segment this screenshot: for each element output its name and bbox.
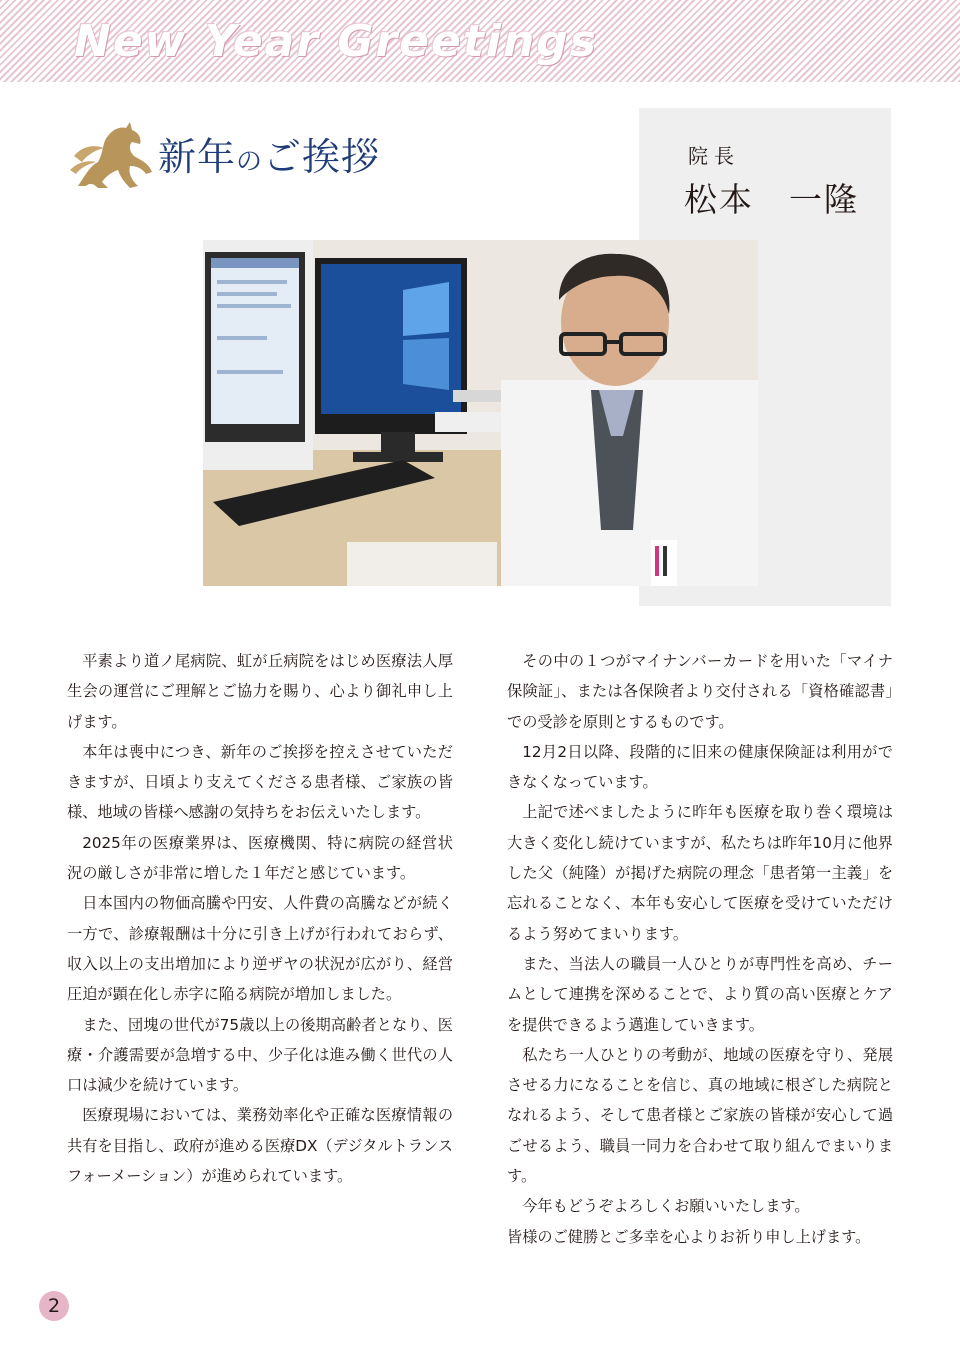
paragraph: 平素より道ノ尾病院、虹が丘病院をはじめ医療法人厚生会の運営にご理解とご協力を賜り、心より御礼申し上げます。 xyxy=(67,652,453,731)
title-part-1: 新年 xyxy=(158,135,237,179)
paragraph: また、団塊の世代が75歳以上の後期高齢者となり、医療・介護需要が急増する中、少子化は進み働く世代の人口は減少を続けています。 xyxy=(67,1015,453,1095)
paragraph: 私たち一人ひとりの考動が、地域の医療を守り、発展させる力になることを信じ、真の地域に根ざした病院となれるよう、そして患者様とご家族の皆様が安心して過ごせるよう、職員一同力を合わせて取り組んでまいります。 xyxy=(507,1045,893,1186)
article-column-right xyxy=(507,646,893,1252)
page-number: 2 xyxy=(39,1291,69,1321)
paragraph: また、当法人の職員一人ひとりが専門性を高め、チームとして連携を深めることで、より質の高い医療とケアを提供できるよう邁進していきます。 xyxy=(507,954,893,1034)
title-part-2: ご挨拶 xyxy=(263,135,381,179)
horse-logo-icon xyxy=(68,116,156,196)
paragraph: 2025年の医療業界は、医療機関、特に病院の経営状況の厳しさが非常に増した１年だと感じています。 xyxy=(67,833,453,883)
paragraph: 日本国内の物価高騰や円安、人件費の高騰などが続く一方で、診療報酬は十分に引き上げが行われておらず、収入以上の支出増加により逆ザヤの状況が広がり、経営圧迫が顕在化し赤字に陥る病院が増加しました。 xyxy=(67,894,453,1004)
author-name: 松本 一隆 xyxy=(684,180,859,219)
title-particle: の xyxy=(236,147,264,177)
paragraph: 12月2日以降、段階的に旧来の健康保険証は利用ができなくなっています。 xyxy=(507,742,893,792)
greeting-heading xyxy=(68,116,408,196)
paragraph: 本年は喪中につき、新年のご挨拶を控えさせていただきますが、日頃より支えてくださる患者様、ご家族の皆様、地域の皆様へ感謝の気持ちをお伝えいたします。 xyxy=(67,742,453,822)
banner-title: New Year Greetings xyxy=(74,16,598,67)
greeting-title xyxy=(158,135,381,179)
header-banner xyxy=(0,0,960,82)
paragraph: 今年もどうぞよろしくお願いいたします。 xyxy=(522,1197,810,1216)
paragraph: 上記で述べましたように昨年も医療を取り巻く環境は大きく変化し続けていますが、私たちは昨年10月に他界した父（純隆）が掲げた病院の理念「患者第一主義」を忘れることなく、本年も安心して医療を受けていただけるよう努めてまいります。 xyxy=(507,803,893,943)
paragraph: その中の１つがマイナンバーカードを用いた「マイナ保険証」、または各保険者より交付される「資格確認書」での受診を原則とするものです。 xyxy=(507,652,893,731)
paragraph: 医療現場においては、業務効率化や正確な医療情報の共有を目指し、政府が進める医療DX（デジタルトランスフォーメーション）が進められています。 xyxy=(67,1106,453,1186)
closing-line: 皆様のご健勝とご多幸を心よりお祈り申し上げます。 xyxy=(507,1227,871,1246)
article-column-left xyxy=(67,646,453,1191)
author-role: 院長 xyxy=(688,144,740,168)
doctor-photo xyxy=(203,240,758,586)
